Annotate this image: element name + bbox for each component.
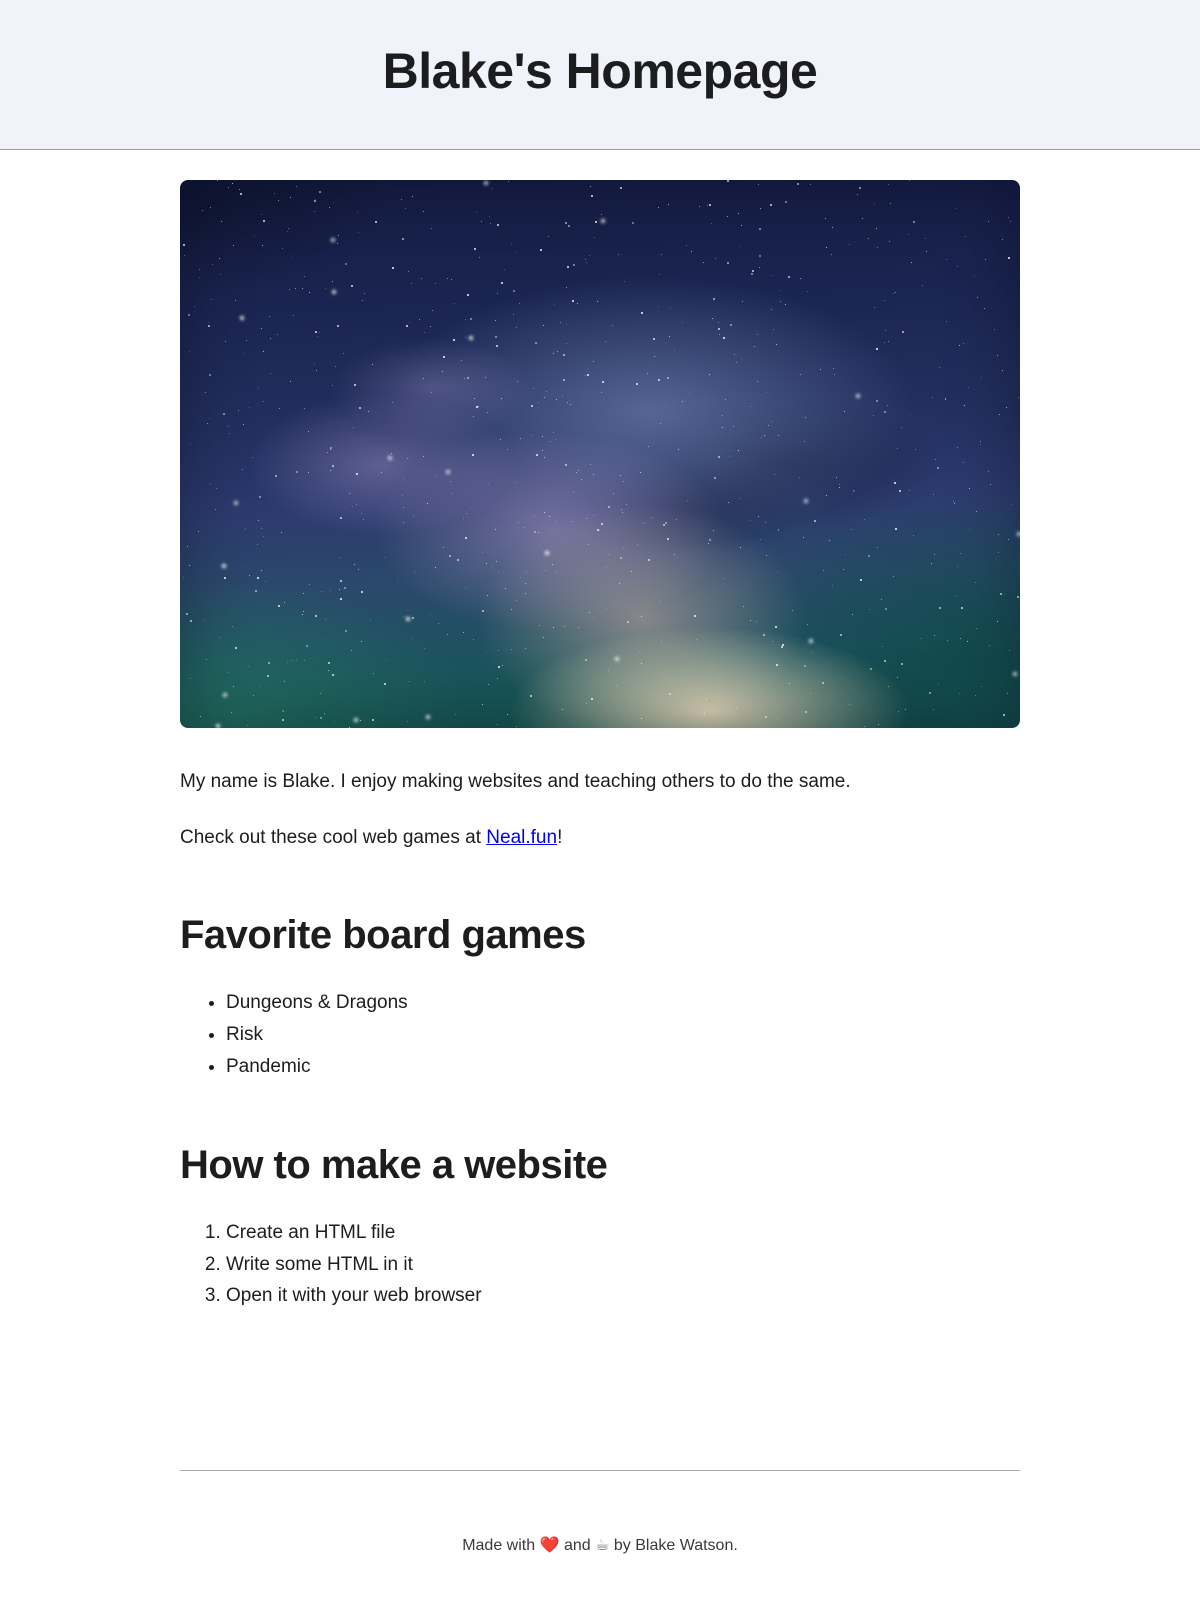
list-item: 2. Write some HTML in it xyxy=(226,1249,1020,1281)
make-website-heading: How to make a website xyxy=(180,1142,608,1187)
footer-text-suffix: by Blake Watson. xyxy=(609,1537,738,1555)
list-item: • Dungeons & Dragons xyxy=(226,987,1020,1019)
coffee-icon: ☕ xyxy=(595,1537,610,1555)
games-paragraph xyxy=(180,823,1020,852)
list-item: • Risk xyxy=(226,1019,1020,1051)
footer-text-prefix: Made with xyxy=(462,1537,540,1555)
main-content xyxy=(180,180,1020,1613)
page-header xyxy=(0,0,1200,150)
page-title: Blake's Homepage xyxy=(382,43,818,99)
list-item: 1. Create an HTML file xyxy=(226,1217,1020,1249)
games-paragraph-suffix: ! xyxy=(557,827,563,849)
intro-paragraph: My name is Blake. I enjoy making websites and teaching others to do the same. xyxy=(180,771,851,792)
list-item: 3. Open it with your web browser xyxy=(226,1280,1020,1312)
nealfun-link[interactable]: Neal.fun xyxy=(486,827,558,849)
board-games-heading: Favorite board games xyxy=(180,912,586,957)
website-steps-list xyxy=(180,1217,1020,1313)
galaxy-photo xyxy=(180,180,1020,728)
list-item: • Pandemic xyxy=(226,1051,1020,1083)
board-games-list xyxy=(180,987,1020,1083)
heart-icon: ❤️ xyxy=(539,1537,560,1555)
page-footer xyxy=(180,1471,1020,1613)
games-paragraph-prefix: Check out these cool web games at xyxy=(180,827,487,849)
hero-figure xyxy=(180,180,1020,728)
footer-text-mid: and xyxy=(559,1537,596,1555)
